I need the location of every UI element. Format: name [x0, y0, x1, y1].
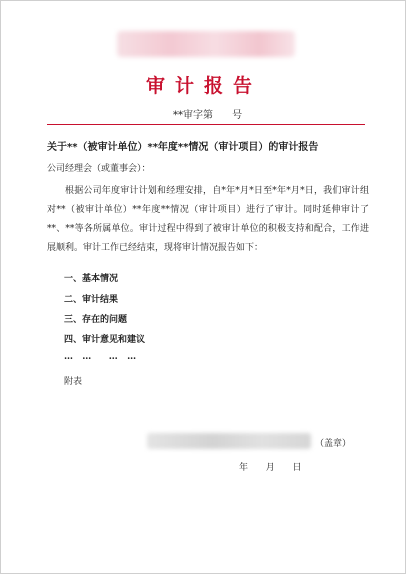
- document-number: **审字第 号: [173, 110, 243, 121]
- section-existing-problems: 三、存在的问题: [64, 315, 128, 325]
- redacted-signing-unit: [147, 433, 311, 449]
- redacted-organization-name: [117, 31, 295, 57]
- date-line: 年 月 日: [239, 463, 302, 473]
- red-divider-line: [47, 124, 365, 125]
- section-basic-info: 一、基本情况: [64, 274, 119, 284]
- salutation: 公司经理会（或董事会）：: [47, 164, 151, 174]
- body-paragraph: 根据公司年度审计计划和经理安排，自*年*月*日至*年*月*日，我们审计组对**（被审计单位）**年度**情况（审计项目）进行了审计。同时延伸审计了**、**等各所属单位。审计过程中得到了被审计单位的积极支持和配合，工作进展顺利。审计工作已经结束，现将审计情况报告如下：: [47, 186, 369, 253]
- section-opinions-suggestions: 四、审计意见和建议: [64, 335, 146, 345]
- ellipsis-continuation: … … … …: [64, 352, 138, 362]
- report-subject: 关于**（被审计单位）**年度**情况（审计项目）的审计报告: [47, 142, 319, 153]
- attachment-label: 附表: [64, 377, 83, 387]
- seal-label: （盖章）: [315, 439, 352, 449]
- section-audit-results: 二、审计结果: [64, 295, 119, 305]
- document-title: 审计报告: [145, 75, 262, 97]
